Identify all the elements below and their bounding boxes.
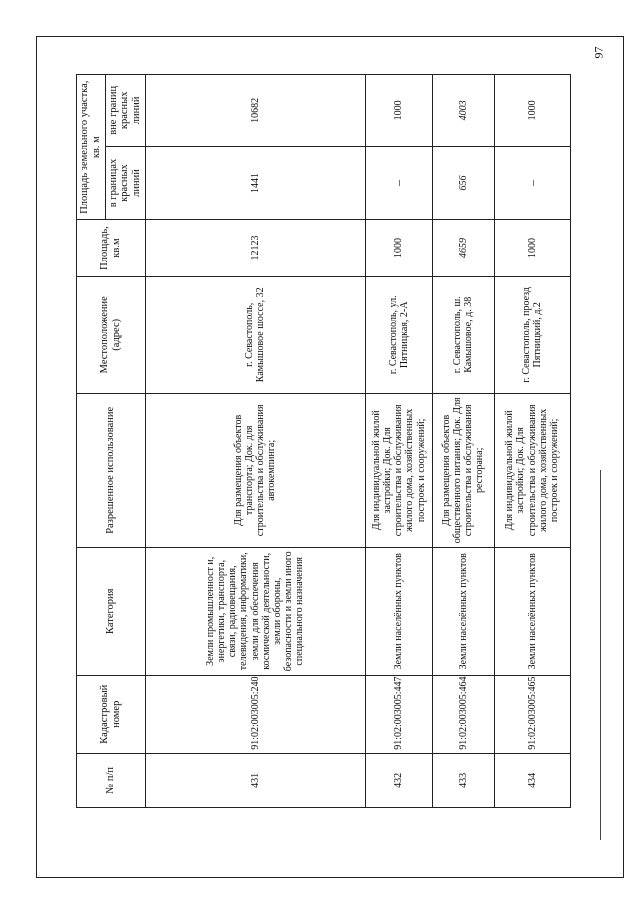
cell-area: 4659: [432, 220, 494, 276]
cell-outside: 10682: [145, 75, 365, 147]
table-row: [365, 75, 432, 808]
page-number: 97: [591, 46, 606, 59]
cell-category: Земли населённых пунктов: [494, 547, 570, 675]
cell-num: 431: [145, 753, 365, 807]
rotated-table-container: [76, 74, 561, 808]
header-usage: Разрешенное использование: [77, 393, 146, 547]
cell-address: г. Севастополь, Камышовое шоссе, 32: [145, 276, 365, 393]
cell-num: 432: [365, 753, 432, 807]
cell-num: 434: [494, 753, 570, 807]
cell-usage: Для размещения объектов общественного питания; Док. Для строительства и обслуживания ресторана;: [432, 393, 494, 547]
table-row: [494, 75, 570, 808]
footer-rule: [600, 470, 601, 840]
cell-cadastral: 91:02:003005:447: [365, 675, 432, 753]
table-row: [145, 75, 365, 808]
header-within: в границах красных линий: [105, 146, 145, 220]
cell-within: 1441: [145, 146, 365, 220]
cell-cadastral: 91:02:003005:465: [494, 675, 570, 753]
header-num: № п/п: [77, 753, 146, 807]
cell-usage: Для размещения объектов транспорта; Док. для строительства и обслуживания автокемпинга;: [145, 393, 365, 547]
cell-outside: 1000: [365, 75, 432, 147]
header-outside: вне границ красных линий: [105, 75, 145, 147]
cell-area: 1000: [494, 220, 570, 276]
cell-area: 12123: [145, 220, 365, 276]
cell-usage: Для индивидуальной жилой застройки; Док. Для строительства и обслуживания жилого дома, хозяйственных построек и сооружений;: [365, 393, 432, 547]
cell-address: г. Севастополь, ул. Пятницкая, 2-А: [365, 276, 432, 393]
header-address: Местоположение (адрес): [77, 276, 146, 393]
cell-address: г. Севастополь, проезд Пятницкий, д.2: [494, 276, 570, 393]
cell-address: г. Севастополь, ш. Камышовое, д. 38: [432, 276, 494, 393]
cell-within: 656: [432, 146, 494, 220]
cell-category: Земли населённых пунктов: [432, 547, 494, 675]
header-category: Категория: [77, 547, 146, 675]
cell-usage: Для индивидуальной жилой застройки; Док. Для строительства и обслуживания жилого дома, хозяйственных построек и сооружений;: [494, 393, 570, 547]
cell-cadastral: 91:02:003005:240: [145, 675, 365, 753]
cell-outside: 4003: [432, 75, 494, 147]
cell-within: –: [494, 146, 570, 220]
cell-category: Земли промышленност и, энергетики, транспорта, связи, радиовещания, телевидения, информатики, земли для обеспечения космической деятельности, земли обороны, безопасности и земли иного специального назначения: [145, 547, 365, 675]
land-register-table: [76, 74, 571, 808]
cell-num: 433: [432, 753, 494, 807]
header-land-area: Площадь земельного участка, кв. м: [77, 75, 106, 220]
header-cadastral: Кадастровый номер: [77, 675, 146, 753]
cell-outside: 1000: [494, 75, 570, 147]
header-area: Площадь, кв.м: [77, 220, 146, 276]
cell-cadastral: 91:02:003005:464: [432, 675, 494, 753]
cell-within: –: [365, 146, 432, 220]
table-row: [432, 75, 494, 808]
cell-category: Земли населённых пунктов: [365, 547, 432, 675]
cell-area: 1000: [365, 220, 432, 276]
